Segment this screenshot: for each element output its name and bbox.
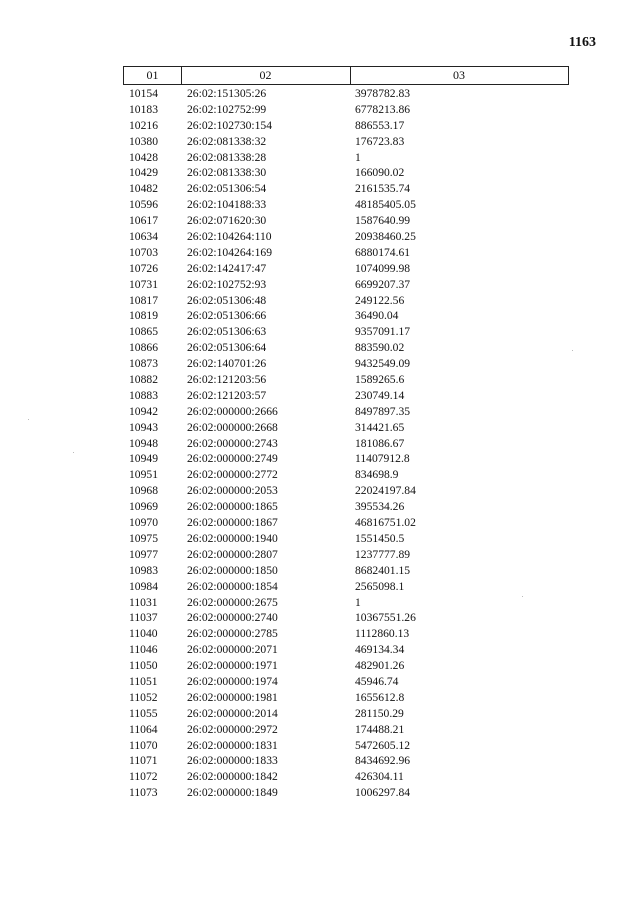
cell-02: 26:02:000000:1833 bbox=[187, 754, 278, 768]
cell-02: 26:02:000000:2749 bbox=[187, 452, 278, 466]
cell-02: 26:02:051306:64 bbox=[187, 341, 267, 355]
table-row bbox=[0, 118, 640, 134]
cell-01: 11070 bbox=[129, 738, 158, 752]
table-row bbox=[0, 738, 640, 754]
cell-01: 10703 bbox=[129, 245, 158, 259]
table-row bbox=[0, 324, 640, 340]
table-row bbox=[0, 293, 640, 309]
cell-03: 426304.11 bbox=[355, 770, 404, 784]
cell-03: 281150.29 bbox=[355, 706, 404, 720]
cell-02: 26:02:000000:2014 bbox=[187, 706, 278, 720]
cell-01: 10949 bbox=[129, 452, 158, 466]
cell-03: 1 bbox=[355, 150, 361, 164]
table-row bbox=[0, 483, 640, 499]
cell-03: 5472605.12 bbox=[355, 738, 411, 752]
scan-speck bbox=[572, 350, 573, 351]
cell-02: 26:02:000000:1831 bbox=[187, 738, 278, 752]
cell-02: 26:02:081338:28 bbox=[187, 150, 267, 164]
cell-03: 10367551.26 bbox=[355, 611, 416, 625]
table-row bbox=[0, 150, 640, 166]
scan-speck bbox=[522, 596, 523, 597]
cell-02: 26:02:051306:48 bbox=[187, 293, 267, 307]
cell-02: 26:02:000000:1974 bbox=[187, 674, 278, 688]
cell-01: 10183 bbox=[129, 102, 158, 116]
cell-03: 1589265.6 bbox=[355, 373, 405, 387]
table-row bbox=[0, 245, 640, 261]
table-row bbox=[0, 579, 640, 595]
table-row bbox=[0, 308, 640, 324]
cell-03: 1112860.13 bbox=[355, 627, 410, 641]
cell-02: 26:02:000000:2743 bbox=[187, 436, 278, 450]
cell-01: 10819 bbox=[129, 309, 158, 323]
table-row bbox=[0, 626, 640, 642]
table-row bbox=[0, 356, 640, 372]
cell-03: 469134.34 bbox=[355, 643, 405, 657]
table-row bbox=[0, 515, 640, 531]
cell-03: 9432549.09 bbox=[355, 357, 411, 371]
table-row bbox=[0, 769, 640, 785]
table-row bbox=[0, 404, 640, 420]
table-row bbox=[0, 277, 640, 293]
cell-01: 10948 bbox=[129, 436, 158, 450]
cell-03: 883590.02 bbox=[355, 341, 405, 355]
cell-03: 249122.56 bbox=[355, 293, 405, 307]
cell-01: 11072 bbox=[129, 770, 158, 784]
column-header-02: 02 bbox=[181, 67, 351, 84]
cell-01: 10428 bbox=[129, 150, 158, 164]
column-header-01: 01 bbox=[124, 67, 182, 84]
cell-01: 11031 bbox=[129, 595, 158, 609]
table-row bbox=[0, 340, 640, 356]
cell-03: 1237777.89 bbox=[355, 547, 411, 561]
cell-02: 26:02:000000:2071 bbox=[187, 643, 278, 657]
table-row bbox=[0, 467, 640, 483]
table-row bbox=[0, 610, 640, 626]
cell-03: 8434692.96 bbox=[355, 754, 411, 768]
cell-01: 11071 bbox=[129, 754, 158, 768]
table-body bbox=[0, 86, 640, 801]
cell-02: 26:02:000000:2668 bbox=[187, 420, 278, 434]
table-row bbox=[0, 595, 640, 611]
cell-01: 11040 bbox=[129, 627, 158, 641]
cell-02: 26:02:000000:1867 bbox=[187, 516, 278, 530]
cell-03: 45946.74 bbox=[355, 674, 399, 688]
cell-02: 26:02:000000:2666 bbox=[187, 404, 278, 418]
cell-01: 10617 bbox=[129, 214, 158, 228]
cell-02: 26:02:051306:66 bbox=[187, 309, 267, 323]
table-row bbox=[0, 134, 640, 150]
cell-03: 3978782.83 bbox=[355, 87, 411, 100]
cell-03: 6778213.86 bbox=[355, 102, 411, 116]
table-row bbox=[0, 229, 640, 245]
cell-01: 10429 bbox=[129, 166, 158, 180]
cell-03: 46816751.02 bbox=[355, 516, 416, 530]
cell-01: 10943 bbox=[129, 420, 158, 434]
cell-01: 10942 bbox=[129, 404, 158, 418]
cell-02: 26:02:000000:2785 bbox=[187, 627, 278, 641]
cell-03: 395534.26 bbox=[355, 500, 405, 514]
table-row bbox=[0, 372, 640, 388]
cell-01: 10970 bbox=[129, 516, 158, 530]
table-row bbox=[0, 420, 640, 436]
cell-03: 886553.17 bbox=[355, 118, 405, 132]
cell-02: 26:02:071620:30 bbox=[187, 214, 267, 228]
cell-03: 8497897.35 bbox=[355, 404, 411, 418]
cell-02: 26:02:140701:26 bbox=[187, 357, 267, 371]
cell-02: 26:02:000000:1981 bbox=[187, 690, 278, 704]
cell-02: 26:02:000000:1850 bbox=[187, 563, 278, 577]
cell-02: 26:02:000000:2807 bbox=[187, 547, 278, 561]
scan-speck bbox=[73, 452, 74, 453]
table-row bbox=[0, 642, 640, 658]
cell-01: 11055 bbox=[129, 706, 158, 720]
table-row bbox=[0, 436, 640, 452]
cell-01: 10380 bbox=[129, 134, 158, 148]
cell-02: 26:02:000000:2053 bbox=[187, 484, 278, 498]
cell-02: 26:02:000000:1865 bbox=[187, 500, 278, 514]
cell-03: 6880174.61 bbox=[355, 245, 411, 259]
cell-03: 48185405.05 bbox=[355, 198, 416, 212]
cell-01: 11064 bbox=[129, 722, 158, 736]
cell-03: 2161535.74 bbox=[355, 182, 411, 196]
table-row bbox=[0, 261, 640, 277]
cell-01: 11050 bbox=[129, 659, 158, 673]
cell-01: 10873 bbox=[129, 357, 158, 371]
cell-02: 26:02:000000:2675 bbox=[187, 595, 278, 609]
table-row bbox=[0, 86, 640, 102]
cell-03: 9357091.17 bbox=[355, 325, 411, 339]
cell-03: 2565098.1 bbox=[355, 579, 405, 593]
cell-03: 11407912.8 bbox=[355, 452, 410, 466]
cell-02: 26:02:121203:56 bbox=[187, 373, 267, 387]
cell-03: 314421.65 bbox=[355, 420, 405, 434]
cell-01: 10883 bbox=[129, 388, 158, 402]
column-header-03: 03 bbox=[453, 68, 465, 82]
table-row bbox=[0, 658, 640, 674]
cell-02: 26:02:104264:169 bbox=[187, 245, 273, 259]
table-row bbox=[0, 547, 640, 563]
cell-01: 11052 bbox=[129, 690, 158, 704]
cell-03: 166090.02 bbox=[355, 166, 405, 180]
cell-02: 26:02:000000:2772 bbox=[187, 468, 278, 482]
cell-01: 10726 bbox=[129, 261, 158, 275]
cell-03: 1074099.98 bbox=[355, 261, 411, 275]
table-row bbox=[0, 674, 640, 690]
cell-01: 10817 bbox=[129, 293, 158, 307]
cell-03: 1551450.5 bbox=[355, 531, 405, 545]
table-row bbox=[0, 213, 640, 229]
table-row bbox=[0, 690, 640, 706]
cell-03: 174488.21 bbox=[355, 722, 405, 736]
cell-01: 10983 bbox=[129, 563, 158, 577]
cell-01: 10968 bbox=[129, 484, 158, 498]
cell-01: 11073 bbox=[129, 786, 158, 800]
cell-03: 1655612.8 bbox=[355, 690, 405, 704]
table-row bbox=[0, 197, 640, 213]
cell-02: 26:02:051306:54 bbox=[187, 182, 267, 196]
cell-01: 11037 bbox=[129, 611, 158, 625]
cell-03: 1 bbox=[355, 595, 361, 609]
page-number: 1163 bbox=[568, 35, 596, 50]
cell-01: 10951 bbox=[129, 468, 158, 482]
cell-02: 26:02:081338:30 bbox=[187, 166, 267, 180]
cell-03: 181086.67 bbox=[355, 436, 405, 450]
cell-01: 10731 bbox=[129, 277, 158, 291]
cell-02: 26:02:151305:26 bbox=[187, 87, 267, 100]
cell-03: 176723.83 bbox=[355, 134, 405, 148]
cell-01: 10969 bbox=[129, 500, 158, 514]
cell-02: 26:02:081338:32 bbox=[187, 134, 267, 148]
cell-03: 834698.9 bbox=[355, 468, 399, 482]
cell-01: 10865 bbox=[129, 325, 158, 339]
table-row bbox=[0, 102, 640, 118]
cell-02: 26:02:102752:99 bbox=[187, 102, 267, 116]
cell-01: 10977 bbox=[129, 547, 158, 561]
cell-02: 26:02:000000:1940 bbox=[187, 531, 278, 545]
cell-01: 11051 bbox=[129, 674, 158, 688]
cell-01: 10482 bbox=[129, 182, 158, 196]
table-row bbox=[0, 181, 640, 197]
table-row bbox=[0, 753, 640, 769]
cell-03: 8682401.15 bbox=[355, 563, 411, 577]
cell-03: 230749.14 bbox=[355, 388, 405, 402]
cell-01: 10882 bbox=[129, 373, 158, 387]
table-row bbox=[0, 722, 640, 738]
cell-02: 26:02:000000:1849 bbox=[187, 786, 278, 800]
cell-02: 26:02:000000:2972 bbox=[187, 722, 278, 736]
table-header-row bbox=[123, 66, 569, 85]
table-row bbox=[0, 388, 640, 404]
cell-02: 26:02:102730:154 bbox=[187, 118, 273, 132]
table-row bbox=[0, 531, 640, 547]
cell-01: 11046 bbox=[129, 643, 158, 657]
cell-02: 26:02:121203:57 bbox=[187, 388, 267, 402]
cell-03: 1587640.99 bbox=[355, 214, 411, 228]
table-row bbox=[0, 165, 640, 181]
cell-02: 26:02:102752:93 bbox=[187, 277, 267, 291]
cell-01: 10975 bbox=[129, 531, 158, 545]
cell-03: 36490.04 bbox=[355, 309, 399, 323]
cell-02: 26:02:000000:2740 bbox=[187, 611, 278, 625]
cell-02: 26:02:000000:1842 bbox=[187, 770, 278, 784]
cell-01: 10596 bbox=[129, 198, 158, 212]
table-row bbox=[0, 499, 640, 515]
scan-speck bbox=[28, 419, 29, 420]
cell-03: 22024197.84 bbox=[355, 484, 416, 498]
cell-02: 26:02:142417:47 bbox=[187, 261, 267, 275]
cell-02: 26:02:104264:110 bbox=[187, 230, 272, 244]
cell-03: 1006297.84 bbox=[355, 786, 411, 800]
cell-02: 26:02:104188:33 bbox=[187, 198, 267, 212]
cell-01: 10154 bbox=[129, 87, 158, 100]
cell-01: 10634 bbox=[129, 230, 158, 244]
cell-01: 10216 bbox=[129, 118, 158, 132]
table-row bbox=[0, 563, 640, 579]
cell-02: 26:02:000000:1854 bbox=[187, 579, 278, 593]
cell-03: 6699207.37 bbox=[355, 277, 411, 291]
cell-02: 26:02:051306:63 bbox=[187, 325, 267, 339]
cell-01: 10866 bbox=[129, 341, 158, 355]
table-row bbox=[0, 451, 640, 467]
cell-02: 26:02:000000:1971 bbox=[187, 659, 278, 673]
table-row bbox=[0, 785, 640, 801]
cell-03: 20938460.25 bbox=[355, 230, 416, 244]
cell-03: 482901.26 bbox=[355, 659, 405, 673]
cell-01: 10984 bbox=[129, 579, 158, 593]
table-row bbox=[0, 706, 640, 722]
